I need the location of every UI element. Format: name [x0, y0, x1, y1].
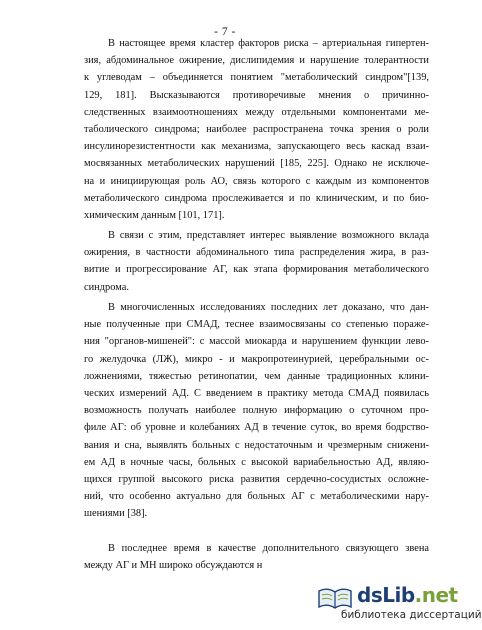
paragraph-1: [84, 35, 429, 224]
page-number: - 7 -: [214, 26, 236, 38]
text-line: ложнениями, тяжестью ретинопатии, чем данные традиционных клини-: [84, 370, 429, 382]
text-line: возможность получать наиболее полную информацию о суточном про-: [84, 405, 429, 417]
text-line: химическим данным [101, 171].: [84, 210, 225, 222]
text-line: зия, абдоминальное ожирение, дислипидемия и нарушение толерантности: [84, 55, 429, 67]
text-line: шениями [38].: [84, 508, 148, 520]
text-line: В последнее время в качестве дополнительного связующего звена: [108, 543, 429, 554]
text-line: к углеводам – объединяется понятием "метаболический синдром"[139,: [84, 72, 429, 84]
text-line: ний, что особенно актуально для больных АГ с метаболическими нару-: [84, 491, 429, 503]
paragraph-3: [84, 299, 429, 523]
watermark: [317, 583, 482, 623]
logo-tld: .net: [414, 583, 458, 607]
text-line: вания и сна, выявлять больных с недостаточным и чрезмерным снижени-: [84, 439, 429, 451]
paragraph-4: [84, 540, 429, 574]
open-book-icon: [317, 585, 353, 611]
text-line: го желудочка (ЛЖ), микро - и макропротеинурией, церебральными ос-: [84, 353, 429, 365]
text-line: витие и прогрессирование АГ, как этапа формирования метаболического: [84, 264, 429, 276]
text-line: ожирения, в частности абдоминального типа распределения жира, в раз-: [84, 247, 429, 259]
text-line: ния "органов-мишеней": с массой миокарда и нарушением функции лево-: [84, 336, 429, 348]
text-line: ные полученные при СМАД, теснее взаимосвязаны со степенью пораже-: [84, 319, 429, 331]
text-line: мосвязанных метаболических нарушений [185, 225]. Однако не исключе-: [84, 158, 429, 170]
text-line: инсулинорезистентности как механизма, запускающего весь каскад взаи-: [84, 141, 429, 153]
text-line: на и инициирующая роль АО, связь которого с каждым из компонентов: [84, 175, 429, 187]
text-line: В настоящее время кластер факторов риска – артериальная гипертен-: [108, 38, 429, 49]
text-line: щихся группой высокого риска развития сердечно-сосудистых осложне-: [84, 474, 429, 486]
text-line: следственных взаимоотношениях между отдельными компонентами ме-: [84, 106, 429, 118]
logo-main: dsLib: [357, 583, 415, 607]
text-line: ем АД в ночные часы, больных с высокой вариабельностью АД, являю-: [84, 456, 429, 468]
text-line: метаболического синдрома прослеживается и по клиническим, и по био-: [84, 192, 429, 204]
text-line: 129, 181]. Высказываются противоречивые мнения о причинно-: [84, 89, 429, 101]
text-line: ческих измерений АД. С введением в практику метода СМАД появилась: [84, 388, 429, 400]
watermark-subtitle: библиотека диссертаций: [341, 609, 482, 621]
text-line: синдрома.: [84, 281, 129, 293]
text-line: между АГ и МН широко обсуждаются н: [84, 560, 263, 572]
text-line: филе АГ: об уровне и колебаниях АД в течение суток, во время бодрство-: [84, 422, 429, 434]
text-line: В многочисленных исследованиях последних лет доказано, что дан-: [108, 302, 429, 313]
text-line: В связи с этим, представляет интерес выявление возможного вклада: [108, 230, 429, 241]
text-line: таболического синдрома; наиболее распространена точка зрения о роли: [84, 124, 429, 136]
paragraph-2: [84, 227, 429, 296]
watermark-logo: [357, 583, 458, 607]
